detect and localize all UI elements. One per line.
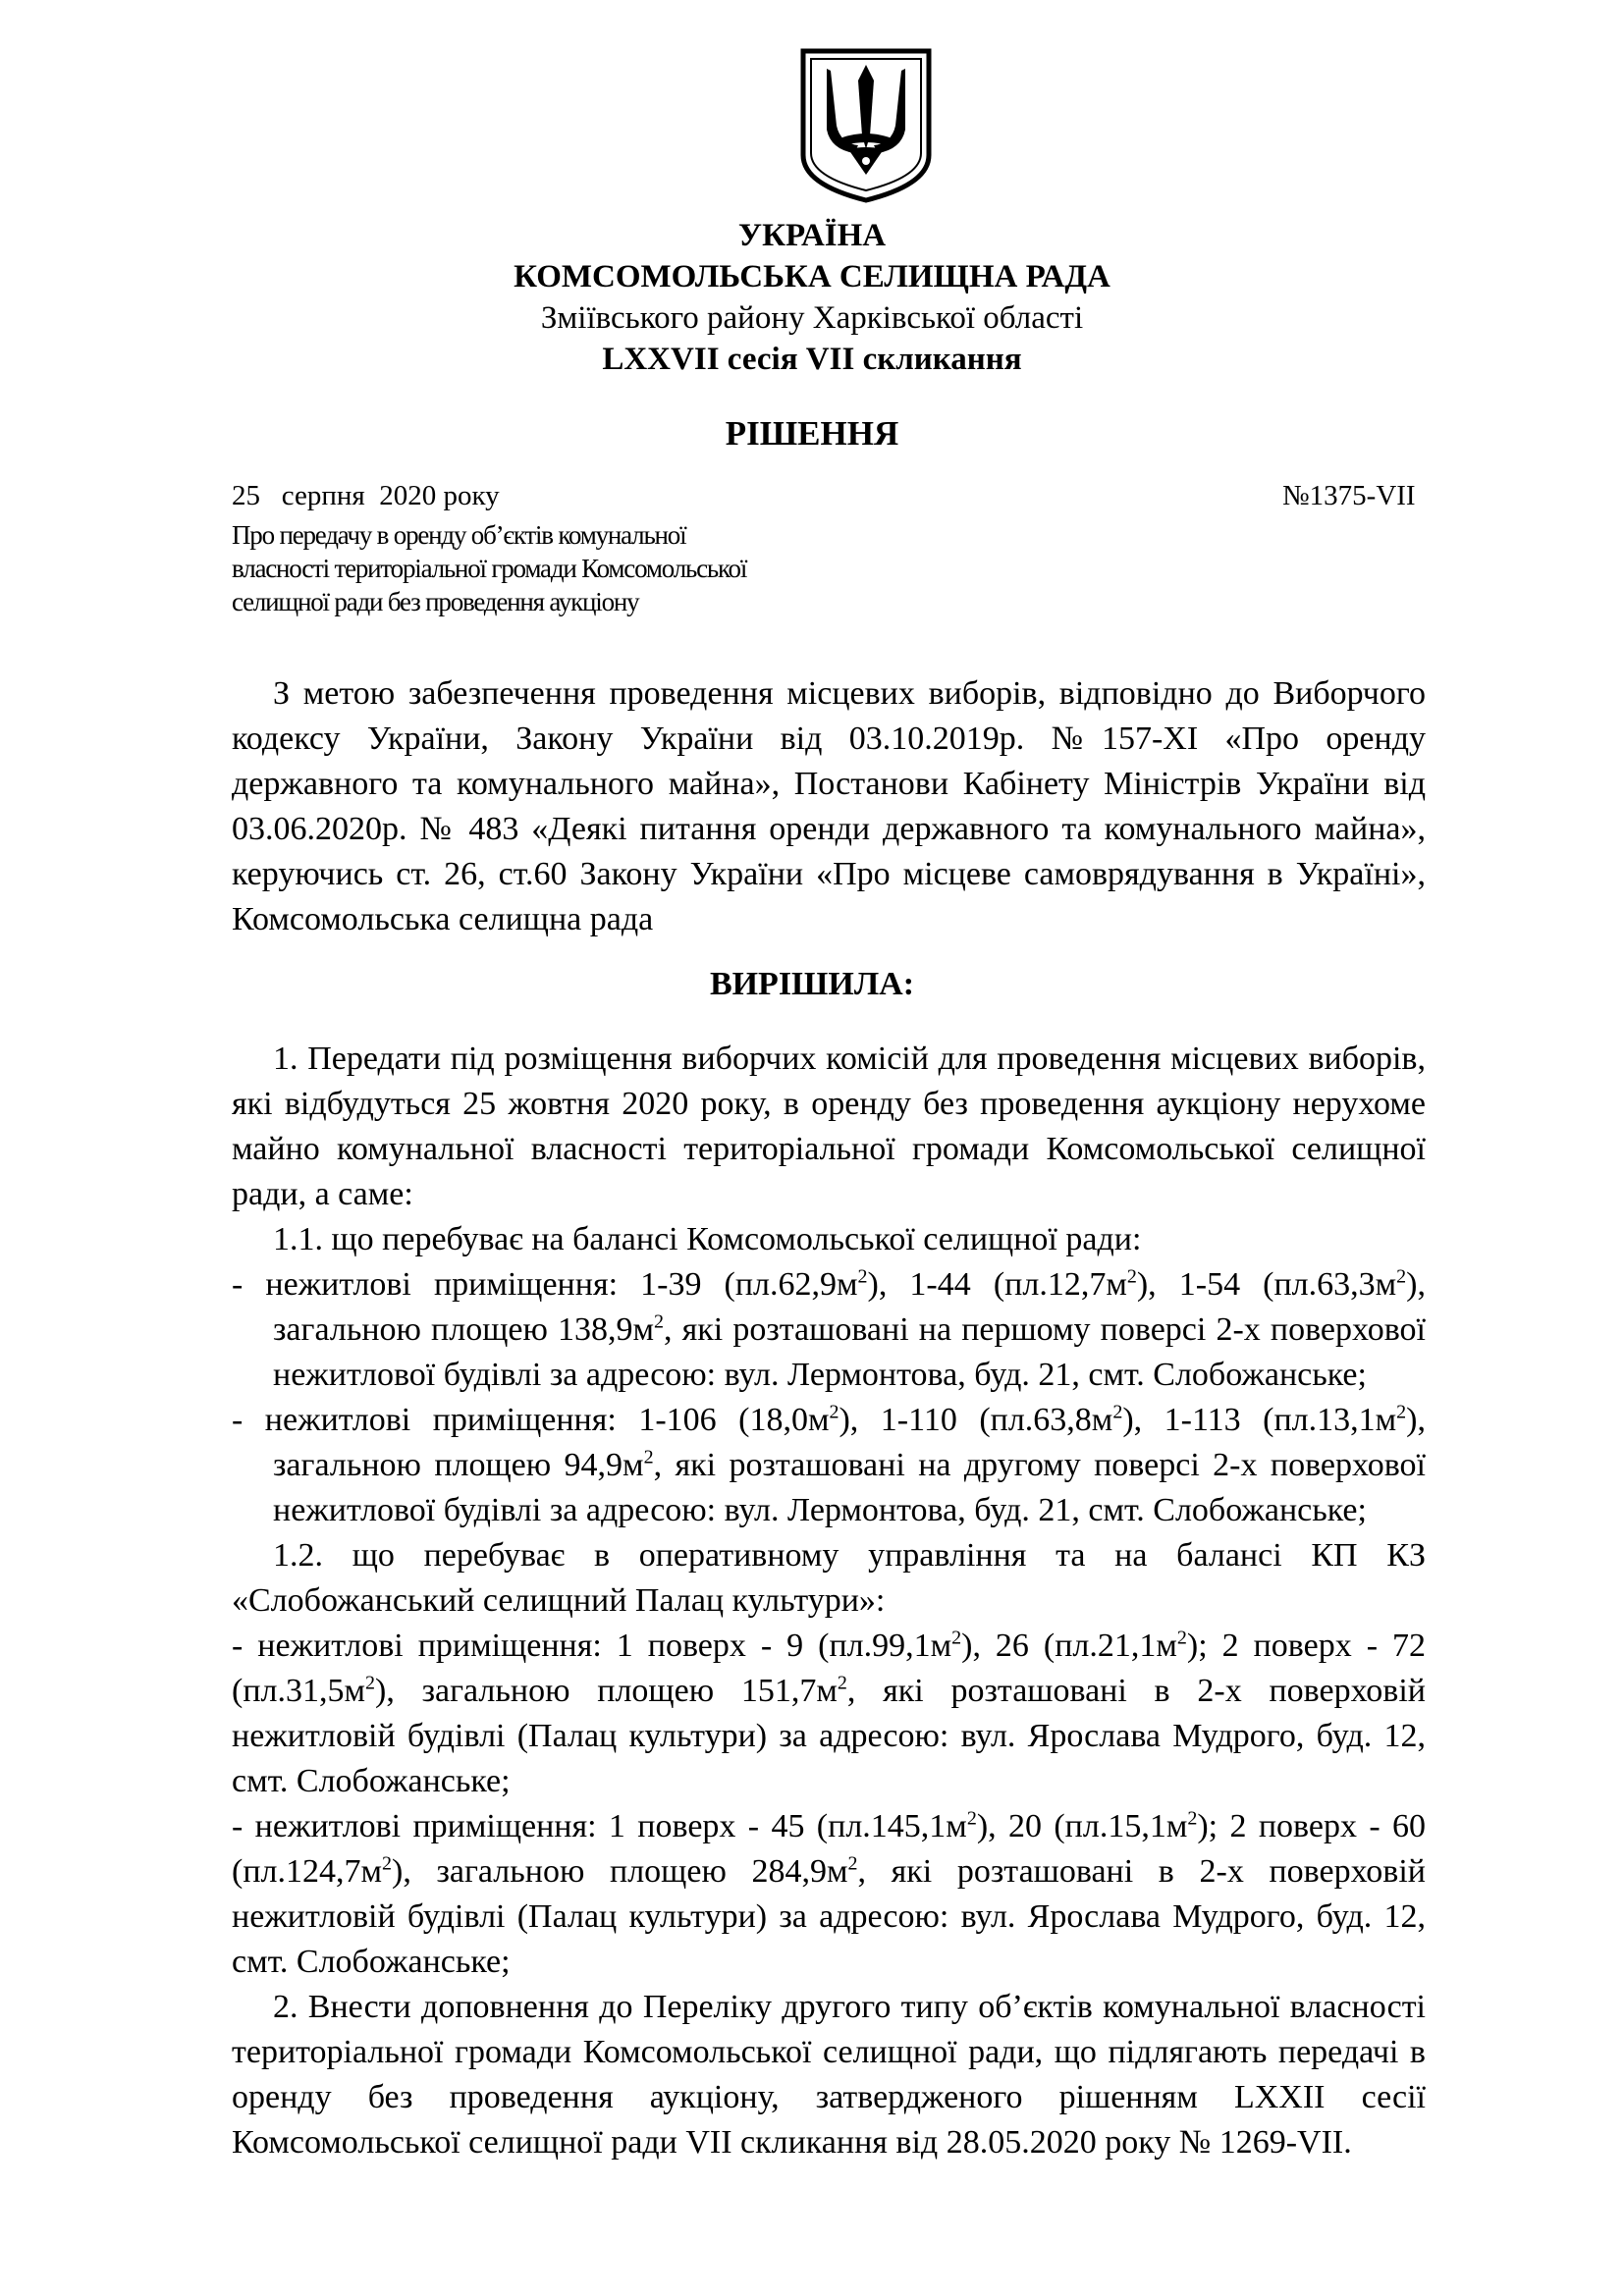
region-heading: Зміївського району Харківської області <box>540 300 1084 336</box>
item-4-line: нежитловій будівлі (Палац культури) за адресою: вул. Ярослава Мудрого, буд. 12, <box>232 1898 1426 1935</box>
preamble-line: керуючись ст. 26, ст.60 Закону України «Про місцеве самоврядування в Україні», <box>232 856 1426 892</box>
item-2-line: нежитлової будівлі за адресою: вул. Лермонтова, буд. 21, смт. Слобожанське; <box>273 1492 1367 1528</box>
item-2-line: загальною площею $94,9м^2$, які розташовані на другому поверсі 2-х поверхової <box>273 1446 1426 1483</box>
point-1-1-line: 1.1. що перебуває на балансі Комсомольської селищної ради: <box>273 1221 1142 1257</box>
point-2-line: територіальної громади Комсомольської селищної ради, що підлягають передачі в <box>232 2034 1426 2070</box>
item-3-line: нежитловій будівлі (Палац культури) за адресою: вул. Ярослава Мудрого, буд. 12, <box>232 1718 1426 1754</box>
preamble-line: З метою забезпечення проведення місцевих виборів, відповідно до Виборчого <box>273 675 1426 712</box>
document-type-heading: РІШЕННЯ <box>725 414 899 453</box>
item-2-line: - нежитлові приміщення: 1-106 $(18,0м^2)$, 1-110 $(пл.63,8м^2)$, 1-113 $(пл.13,1м^2)$, <box>232 1401 1426 1438</box>
point-1-2-line: «Слобожанський селищний Палац культури»: <box>232 1582 886 1619</box>
decision-number: №1375-VII <box>1282 480 1416 511</box>
point-1-line: які відбудуться 25 жовтня 2020 року, в оренду без проведення аукціону нерухоме <box>232 1086 1426 1122</box>
subject-line: Про передачу в оренду об’єктів комунальної <box>232 520 686 550</box>
session-heading: LXXVII сесія VII скликання <box>602 342 1022 377</box>
preamble-line: державного та комунального майна», Постанови Кабінету Міністрів України від <box>232 766 1426 802</box>
country-heading: УКРАЇНА <box>737 218 887 253</box>
point-2-line: Комсомольської селищної ради VII скликання від 28.05.2020 року № 1269-VII. <box>232 2124 1352 2161</box>
subject-line: власності територіальної громади Комсомольської <box>232 554 747 583</box>
subject-line: селищної ради без проведення аукціону <box>232 587 639 616</box>
item-1-line: нежитлової будівлі за адресою: вул. Лермонтова, буд. 21, смт. Слобожанське; <box>273 1357 1367 1393</box>
preamble-line: 03.06.2020р. № 483 «Деякі питання оренди державного та комунального майна», <box>232 811 1426 847</box>
preamble-line: кодексу України, Закону України від 03.10.2019р. №157-ХІ «Про оренду <box>232 721 1426 757</box>
council-heading: КОМСОМОЛЬСЬКА СЕЛИЩНА РАДА <box>514 259 1110 294</box>
item-1-line: - нежитлові приміщення: 1-39 $(пл.62,9м^2)$, 1-44 $(пл.12,7м^2)$, 1-54 $(пл.63,3м^2)$, <box>232 1265 1426 1303</box>
coat-of-arms-emblem <box>797 47 935 204</box>
point-2-line: оренду без проведення аукціону, затвердженого рішенням LXXII сесії <box>232 2079 1426 2115</box>
point-2-line: 2. Внести доповнення до Переліку другого типу об’єктів комунальної власності <box>273 1989 1426 2025</box>
point-1-line: майно комунальної власності територіальної громади Комсомольської селищної <box>232 1131 1426 1167</box>
point-1-line: ради, а саме: <box>232 1176 413 1212</box>
point-1-line: 1. Передати під розміщення виборчих комісій для проведення місцевих виборів, <box>273 1041 1426 1077</box>
item-1-line: загальною площею $138,9м^2$, які розташовані на першому поверсі 2-х поверхової <box>273 1310 1426 1348</box>
item-4-line: $(пл.124,7м^2)$, загальною площею $284,9м^2$, які розташовані в 2-х поверховій <box>232 1852 1426 1890</box>
item-3-line: $(пл.31,5м^2)$, загальною площею $151,7м^2$, які розташовані в 2-х поверховій <box>232 1672 1426 1709</box>
item-3-line: смт. Слобожанське; <box>232 1763 511 1799</box>
point-1-2-line: 1.2. що перебуває в оперативному управління та на балансі КП КЗ <box>273 1537 1426 1574</box>
item-4-line: - нежитлові приміщення: 1 поверх - 45 $(пл.145,1м^2)$, 20 $(пл.15,1м^2)$; 2 поверх - 60 <box>232 1807 1426 1844</box>
item-4-line: смт. Слобожанське; <box>232 1944 511 1980</box>
preamble-line: Комсомольська селищна рада <box>232 901 654 937</box>
item-3-line: - нежитлові приміщення: 1 поверх - 9 $(пл.99,1м^2)$, 26 $(пл.21,1м^2)$; 2 поверх - 72 <box>232 1627 1426 1664</box>
decision-date: 25 серпня 2020 року <box>232 480 500 511</box>
decided-heading: ВИРІШИЛА: <box>709 966 915 1002</box>
